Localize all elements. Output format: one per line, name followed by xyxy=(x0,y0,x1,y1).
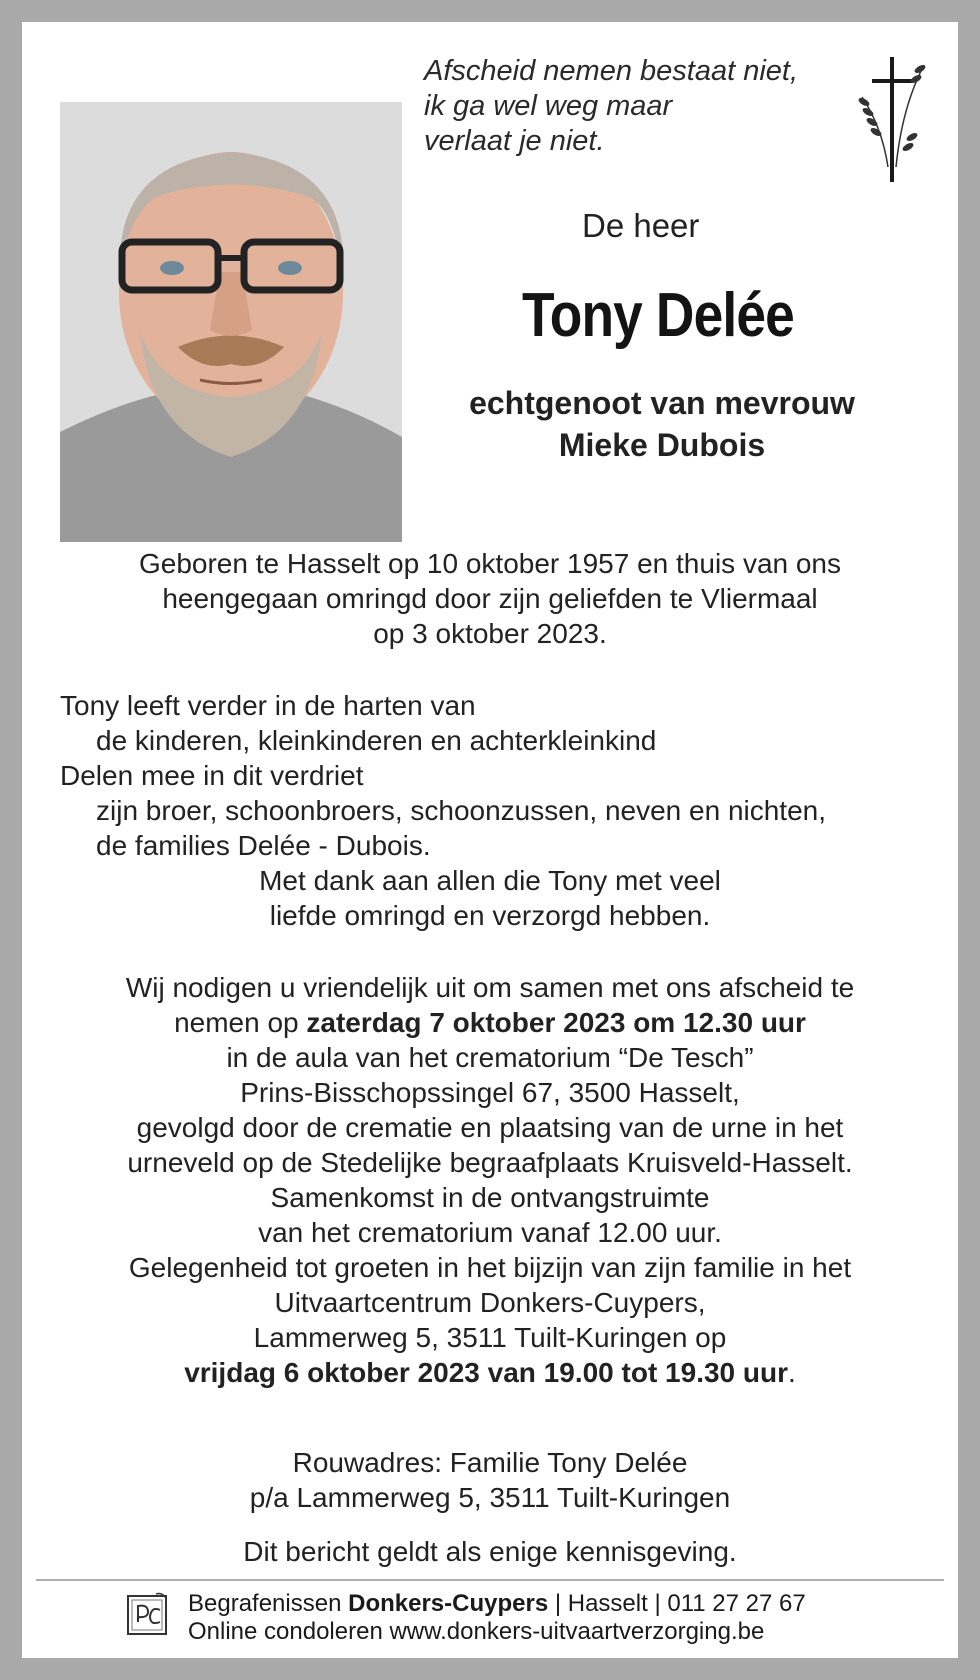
thanks-paragraph xyxy=(42,863,938,933)
paragraph-text: . xyxy=(788,1357,796,1388)
notice-line: Dit bericht geldt als enige kennisgeving. xyxy=(243,1536,737,1567)
footer-divider xyxy=(36,1579,944,1581)
paragraph-line: van het crematorium vanaf 12.00 uur. xyxy=(258,1217,722,1248)
paragraph-line: urneveld op de Stedelijke begraafplaats Kruisveld-Hasselt. xyxy=(127,1147,853,1178)
address-line: p/a Lammerweg 5, 3511 Tuilt-Kuringen xyxy=(249,1482,731,1513)
quote-line: verlaat je niet. xyxy=(424,125,605,157)
paragraph-line xyxy=(42,1005,938,1040)
cross-icon xyxy=(852,57,932,182)
footer-line xyxy=(188,1590,806,1618)
ceremony-datetime: zaterdag 7 oktober 2023 om 12.30 uur xyxy=(306,1007,806,1038)
ceremony-paragraph xyxy=(42,970,938,1390)
footer-text: Begrafenissen xyxy=(188,1590,349,1617)
paragraph-line: liefde omringd en verzorgd hebben. xyxy=(269,900,711,931)
paragraph-line: Lammerweg 5, 3511 Tuilt-Kuringen op xyxy=(253,1322,727,1353)
spouse-line: Mieke Dubois xyxy=(558,427,766,463)
notice-text xyxy=(42,1534,938,1569)
funeral-home-logo-icon xyxy=(126,1592,170,1638)
mourning-address xyxy=(42,1445,938,1515)
spouse-info xyxy=(442,382,882,466)
viewing-datetime: vrijdag 6 oktober 2023 van 19.00 tot 19.30 uur xyxy=(184,1357,789,1388)
paragraph-line: Wij nodigen u vriendelijk uit om samen met ons afscheid te xyxy=(125,972,855,1003)
portrait-photo xyxy=(60,102,402,542)
address-line: Rouwadres: Familie Tony Delée xyxy=(292,1447,688,1478)
paragraph-line: de families Delée - Dubois. xyxy=(96,830,431,861)
paragraph-line: Samenkomst in de ontvangstruimte xyxy=(270,1182,710,1213)
paragraph-line: de kinderen, kleinkinderen en achterkleinkind xyxy=(96,725,657,756)
paragraph-line: Gelegenheid tot groeten in het bijzijn van zijn familie in het xyxy=(128,1252,852,1283)
footer-info xyxy=(188,1590,806,1646)
paragraph-line: Met dank aan allen die Tony met veel xyxy=(259,865,721,896)
paragraph-line: in de aula van het crematorium “De Tesch” xyxy=(226,1042,754,1073)
paragraph-line: gevolgd door de crematie en plaatsing van de urne in het xyxy=(136,1112,844,1143)
paragraph-line: heengegaan omringd door zijn geliefden te Vliermaal xyxy=(162,583,818,614)
paragraph-text: nemen op xyxy=(174,1007,307,1038)
paragraph-line: Tony leeft verder in de harten van xyxy=(60,690,476,721)
memorial-quote xyxy=(424,54,798,159)
birth-death-paragraph xyxy=(42,546,938,651)
quote-line: ik ga wel weg maar xyxy=(424,90,673,122)
footer-text: | Hasselt | 011 27 27 67 xyxy=(548,1590,806,1617)
paragraph-line: op 3 oktober 2023. xyxy=(373,618,607,649)
paragraph-line: Prins-Bisschopssingel 67, 3500 Hasselt, xyxy=(240,1077,740,1108)
spouse-line: echtgenoot van mevrouw xyxy=(469,385,855,421)
footer-website: Online condoleren www.donkers-uitvaartverzorging.be xyxy=(188,1618,765,1645)
paragraph-line: zijn broer, schoonbroers, schoonzussen, neven en nichten, xyxy=(96,795,827,826)
honorific: De heer xyxy=(582,207,700,244)
family-paragraph xyxy=(60,688,940,863)
obituary-card xyxy=(22,22,958,1658)
paragraph-line: Delen mee in dit verdriet xyxy=(60,760,364,791)
deceased-name: Tony Delée xyxy=(522,281,794,350)
paragraph-line: Geboren te Hasselt op 10 oktober 1957 en thuis van ons xyxy=(138,548,842,579)
paragraph-line xyxy=(42,1355,938,1390)
paragraph-line: Uitvaartcentrum Donkers-Cuypers, xyxy=(274,1287,706,1318)
quote-line: Afscheid nemen bestaat niet, xyxy=(424,55,799,87)
footer-company: Donkers-Cuypers xyxy=(348,1590,549,1617)
